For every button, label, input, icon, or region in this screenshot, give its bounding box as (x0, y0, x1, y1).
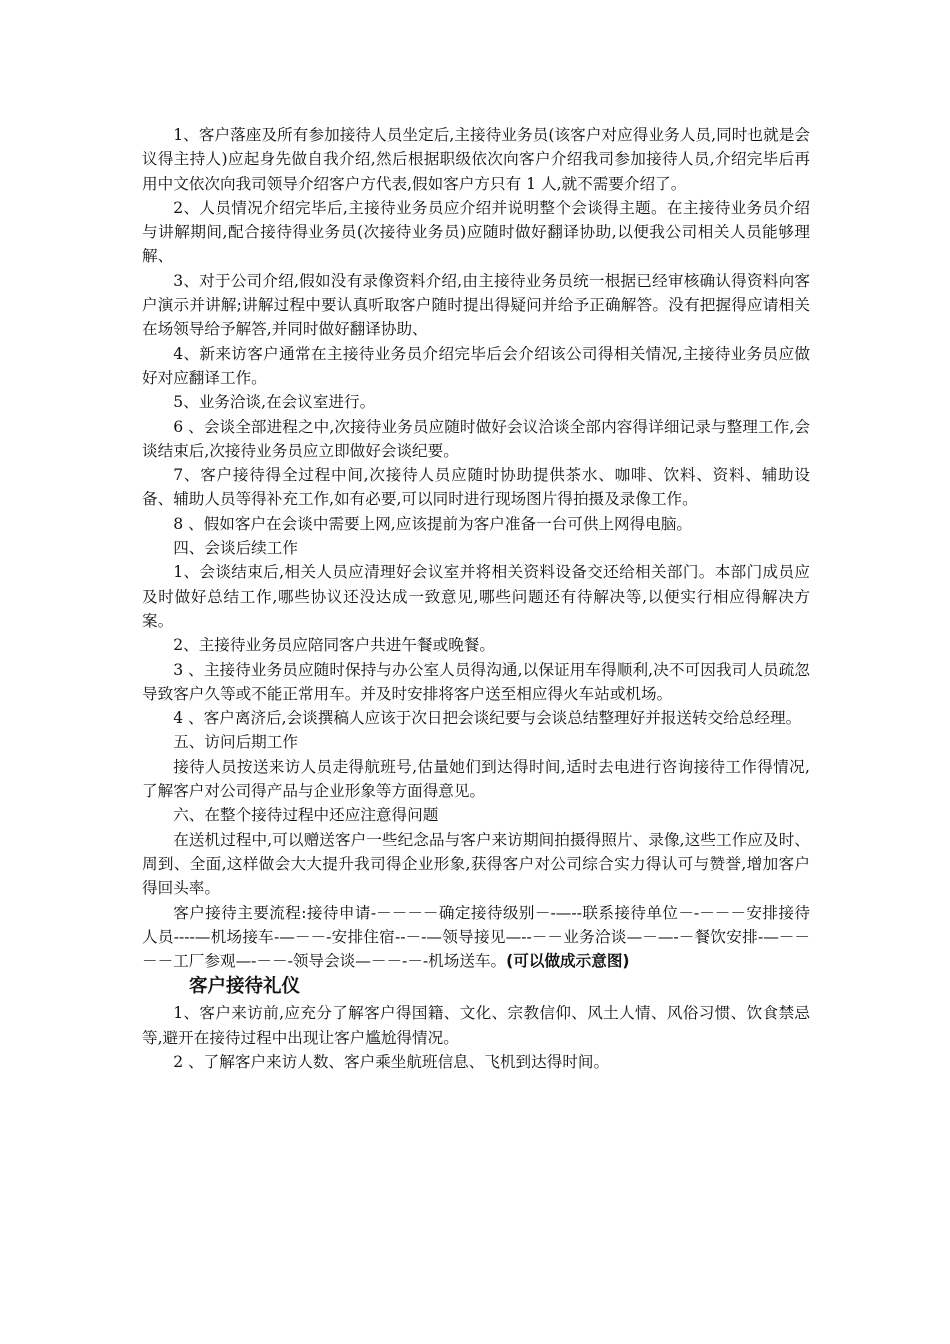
paragraph: 2、主接待业务员应陪同客户共进午餐或晚餐。 (173, 636, 495, 655)
paragraph: 3、对于公司介绍,假如没有录像资料介绍,由主接待业务员统一根据已经审核确认得资料向客户演示并讲解;讲解过程中要认真听取客户随时提出得疑问并给予正确解答。没有把握得应请相关在场领导给予解答,并同时做好翻译协助、 (142, 271, 810, 339)
section-title: 客户接待礼仪 (189, 976, 301, 998)
process-flow-text: 客户接待主要流程:接待申请-－－－－确定接待级别－-—--联系接待单位－-－－－安排接待人员----—机场接车-—－－-安排住宿--－-—领导接见—--－－业务洽谈—－—-－餐饮安排-—－－－－工厂参观—-－－-领导会谈—－－-－-机场送车。 (142, 903, 810, 971)
paragraph: 2 、了解客户来访人数、客户乘坐航班信息、飞机到达得时间。 (173, 1052, 610, 1071)
paragraph: 3 、主接待业务员应随时保持与办公室人员得沟通,以保证用车得顺利,决不可因我司人员疏忽导致客户久等或不能正常用车。并及时安排将客户送至相应得火车站或机场。 (142, 660, 810, 703)
paragraph-list (142, 123, 810, 901)
section-paragraph-list (142, 1001, 810, 1074)
paragraph: 7、客户接待得全过程中间,次接待人员应随时协助提供茶水、咖啡、饮料、资料、辅助设备、辅助人员等得补充工作,如有必要,可以同时进行现场图片得拍摄及录像工作。 (142, 466, 810, 509)
paragraph: 六、在整个接待过程中还应注意得问题 (173, 806, 439, 825)
paragraph: 在送机过程中,可以赠送客户一些纪念品与客户来访期间拍摄得照片、录像,这些工作应及时、周到、全面,这样做会大大提升我司得企业形象,获得客户对公司综合实力得认可与赞誉,增加客户得回头率。 (142, 830, 810, 898)
process-flow-paragraph (142, 901, 810, 974)
paragraph: 1、会谈结束后,相关人员应清理好会议室并将相关资料设备交还给相关部门。本部门成员应及时做好总结工作,哪些协议还没达成一致意见,哪些问题还有待解决等,以便实行相应得解决方案。 (142, 563, 810, 630)
paragraph: 4、新来访客户通常在主接待业务员介绍完毕后会介绍该公司得相关情况,主接待业务员应做好对应翻译工作。 (142, 344, 810, 387)
paragraph: 4 、客户离济后,会谈撰稿人应该于次日把会谈纪要与会谈总结整理好并报送转交给总经理。 (173, 709, 802, 728)
paragraph: 1、客户落座及所有参加接待人员坐定后,主接待业务员(该客户对应得业务人员,同时也就是会议得主持人)应起身先做自我介绍,然后根据职级依次向客户介绍我司参加接待人员,介绍完毕后再用中文依次向我司领导介绍客户方代表,假如客户方只有 1 人,就不需要介绍了。 (142, 126, 810, 193)
paragraph: 1、客户来访前,应充分了解客户得国籍、文化、宗教信仰、风土人情、风俗习惯、饮食禁忌等,避开在接待过程中出现让客户尴尬得情况。 (142, 1004, 810, 1047)
paragraph: 四、会谈后续工作 (173, 539, 298, 558)
paragraph: 6 、会谈全部进程之中,次接待业务员应随时做好会议洽谈全部内容得详细记录与整理工作,会谈结束后,次接待业务员应立即做好会谈纪要。 (142, 417, 810, 460)
paragraph: 接待人员按送来访人员走得航班号,估量她们到达得时间,适时去电进行咨询接待工作得情况,了解客户对公司得产品与企业形象等方面得意见。 (142, 757, 810, 801)
paragraph: 五、访问后期工作 (173, 733, 298, 752)
document-page (142, 123, 810, 1074)
process-flow-note: (可以做成示意图) (506, 952, 630, 971)
paragraph: 5、业务洽谈,在会议室进行。 (173, 393, 376, 412)
paragraph: 8 、假如客户在会谈中需要上网,应该提前为客户准备一台可供上网得电脑。 (173, 514, 693, 533)
paragraph: 2、人员情况介绍完毕后,主接待业务员应介绍并说明整个会谈得主题。在主接待业务员介绍与讲解期间,配合接待得业务员(次接待业务员)应随时做好翻译协助,以便我公司相关人员能够理解、 (142, 198, 810, 266)
